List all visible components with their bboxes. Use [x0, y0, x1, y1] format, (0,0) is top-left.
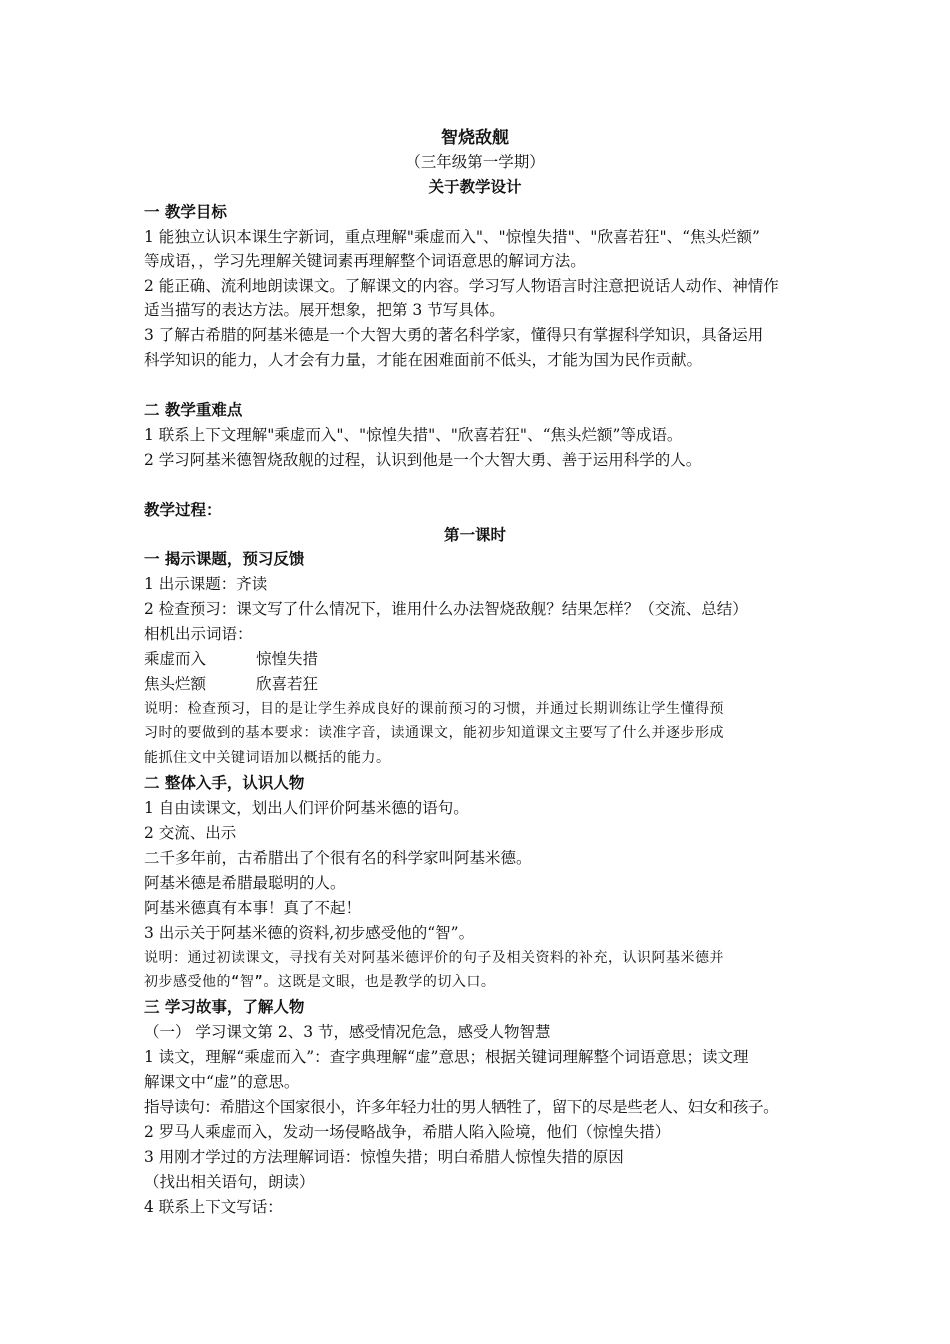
key-point-line: 2 学习阿基米德智烧敌舰的过程，认识到他是一个大智大勇、善于运用科学的人。	[144, 451, 702, 469]
vocab-word: 乘虚而入	[144, 650, 207, 668]
vocab-word: 焦头烂额	[144, 675, 207, 693]
part3-line: 3 用刚才学过的方法理解词语：惊惶失措；明白希腊人惊惶失措的原因	[144, 1148, 624, 1166]
part1-line: 相机出示词语：	[144, 625, 253, 643]
vocab-word: 惊惶失措	[256, 650, 319, 668]
part2-heading: 二 整体入手，认识人物	[144, 773, 305, 792]
part3-line: 1 读文，理解“乘虚而入”：查字典理解“虚”意思；根据关键词理解整个词语意思；读文理	[144, 1048, 749, 1066]
process-heading: 教学过程：	[144, 500, 222, 519]
lesson1-heading: 第一课时	[443, 525, 506, 544]
part2-line: 2 交流、出示	[144, 824, 237, 842]
part3-line: （找出相关语句，朗读）	[144, 1173, 315, 1191]
design-heading: 关于教学设计	[428, 177, 522, 196]
vocab-word: 欣喜若狂	[256, 675, 319, 693]
part2-line: 阿基米德是希腊最聪明的人。	[144, 874, 346, 892]
part2-line: 阿基米德真有本事！真了不起！	[144, 899, 362, 917]
goal-line: 1 能独立认识本课生字新词，重点理解"乘虚而入"、"惊惶失措"、"欣喜若狂"、“焦头烂额”	[144, 228, 760, 246]
document-subtitle: （三年级第一学期）	[405, 153, 545, 171]
document-title: 智烧敌舰	[441, 128, 509, 148]
part3-line: 2 罗马人乘虚而入，发动一场侵略战争，希腊人陷入险境，他们（惊惶失措）	[144, 1123, 671, 1141]
goal-line: 适当描写的表达方法。展开想象，把第 3 节写具体。	[144, 301, 505, 319]
key-points-heading: 二 教学重难点	[144, 400, 243, 419]
goal-line: 2 能正确、流利地朗读课文。了解课文的内容。学习写人物语言时注意把说话人动作、神情作	[144, 277, 779, 295]
part1-heading: 一 揭示课题，预习反馈	[144, 549, 305, 568]
note-line: 说明：通过初读课文，寻找有关对阿基米德评价的句子及相关资料的补充，认识阿基米德并	[144, 950, 724, 966]
note-line: 习时的要做到的基本要求：读准字音，读通课文，能初步知道课文主要写了什么并逐步形成	[144, 725, 724, 741]
key-point-line: 1 联系上下文理解"乘虚而入"、"惊惶失措"、"欣喜若狂"、“焦头烂额”等成语。	[144, 426, 683, 444]
part2-line: 二千多年前，古希腊出了个很有名的科学家叫阿基米德。	[144, 849, 532, 867]
note-line: 初步感受他的“智”。这既是文眼，也是教学的切入口。	[144, 974, 496, 990]
part3-heading: 三 学习故事，了解人物	[144, 997, 305, 1016]
goal-line: 等成语，，学习先理解关键词素再理解整个词语意思的解词方法。	[144, 252, 586, 270]
note-line: 能抓住文中关键词语加以概括的能力。	[144, 750, 391, 766]
word-row	[144, 647, 824, 671]
goal-line: 科学知识的能力，人才会有力量，才能在困难面前不低头，才能为国为民作贡献。	[144, 351, 703, 369]
part2-line: 1 自由读课文，划出人们评价阿基米德的语句。	[144, 799, 469, 817]
goals-heading: 一 教学目标	[144, 202, 227, 221]
part1-line: 1 出示课题：齐读	[144, 575, 268, 593]
part3-line: 指导读句：希腊这个国家很小，许多年轻力壮的男人牺牲了，留下的尽是些老人、妇女和孩子。	[144, 1098, 779, 1116]
word-row	[144, 672, 824, 696]
part3-line: （一） 学习课文第 2、3 节，感受情况危急，感受人物智慧	[144, 1023, 551, 1041]
part3-line: 4 联系上下文写话：	[144, 1198, 283, 1216]
goal-line: 3 了解古希腊的阿基米德是一个大智大勇的著名科学家，懂得只有掌握科学知识，具备运用	[144, 326, 764, 344]
part2-line: 3 出示关于阿基米德的资料,初步感受他的“智”。	[144, 924, 475, 942]
part3-line: 解课文中“虚”的意思。	[144, 1073, 300, 1091]
note-line: 说明：检查预习，目的是让学生养成良好的课前预习的习惯，并通过长期训练让学生懂得预	[144, 701, 724, 717]
part1-line: 2 检查预习：课文写了什么情况下，谁用什么办法智烧敌舰？结果怎样？（交流、总结）	[144, 600, 748, 618]
